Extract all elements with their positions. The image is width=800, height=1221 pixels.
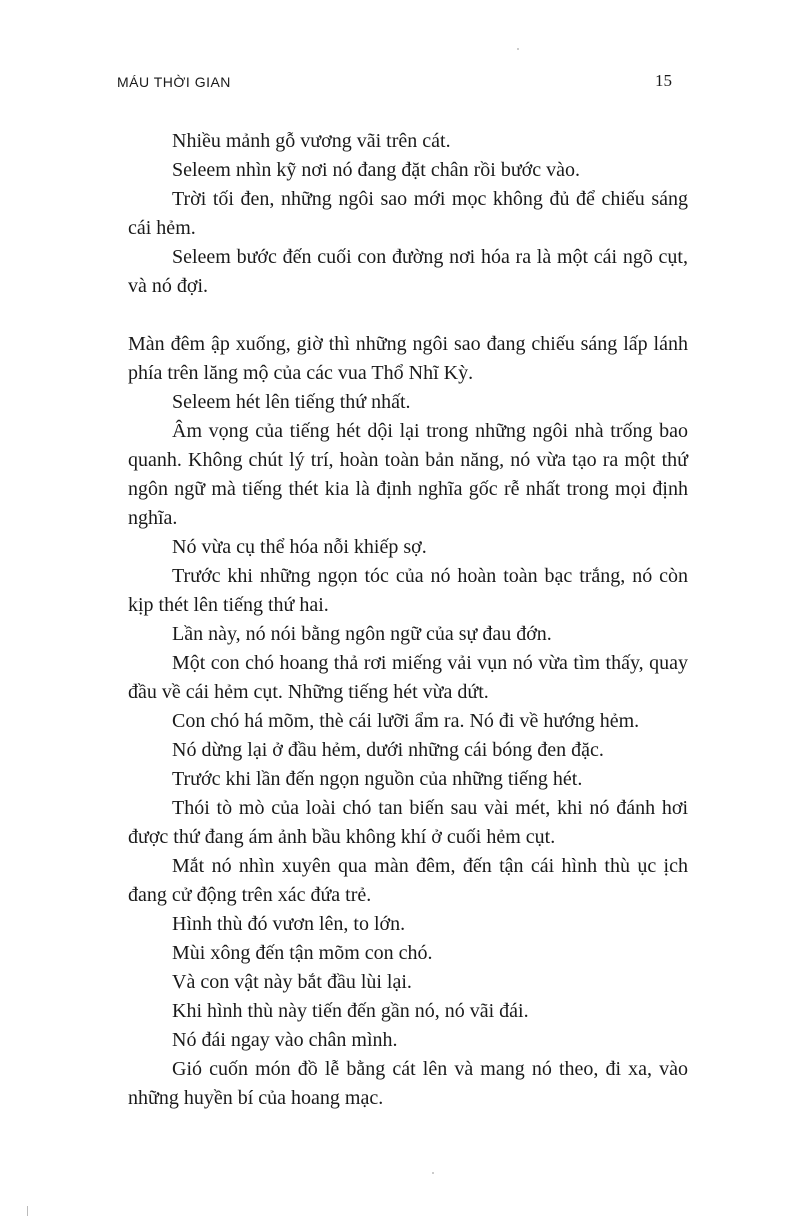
paragraph: Âm vọng của tiếng hét dội lại trong những ngôi nhà trống bao quanh. Không chút lý trí, hoàn toàn bản năng, nó vừa tạo ra một thứ ngôn ngữ mà tiếng thét kia là định nghĩa gốc rễ nhất trong mọi định nghĩa. — [128, 420, 688, 529]
paragraph: Thói tò mò của loài chó tan biến sau vài mét, khi nó đánh hơi được thứ đang ám ảnh bầu không khí ở cuối hẻm cụt. — [128, 797, 688, 848]
paragraph: Màn đêm ập xuống, giờ thì những ngôi sao đang chiếu sáng lấp lánh phía trên lăng mộ của các vua Thổ Nhĩ Kỳ. — [128, 333, 688, 384]
paragraph: Nó đái ngay vào chân mình. — [172, 1029, 398, 1051]
paragraph: Nó vừa cụ thể hóa nỗi khiếp sợ. — [172, 536, 427, 558]
paragraph: Seleem bước đến cuối con đường nơi hóa ra là một cái ngõ cụt, và nó đợi. — [128, 246, 688, 297]
paragraph: Trước khi lần đến ngọn nguồn của những tiếng hét. — [172, 768, 583, 790]
paragraph: Và con vật này bắt đầu lùi lại. — [172, 971, 412, 993]
paragraph: Khi hình thù này tiến đến gần nó, nó vãi đái. — [172, 1000, 529, 1022]
paragraph: Nó dừng lại ở đầu hẻm, dưới những cái bóng đen đặc. — [172, 739, 604, 761]
paragraph: Seleem hét lên tiếng thứ nhất. — [172, 391, 411, 413]
scan-artifact — [432, 1172, 434, 1174]
page-number: 15 — [655, 71, 672, 90]
section-break — [128, 301, 688, 330]
running-header-title: MÁU THỜI GIAN — [117, 74, 231, 90]
paragraph: Trước khi những ngọn tóc của nó hoàn toàn bạc trắng, nó còn kịp thét lên tiếng thứ hai. — [128, 565, 688, 616]
paragraph: Nhiều mảnh gỗ vương vãi trên cát. — [172, 130, 451, 152]
scan-artifact — [517, 48, 519, 50]
paragraph: Mùi xông đến tận mõm con chó. — [172, 942, 433, 964]
paragraph: Hình thù đó vươn lên, to lớn. — [172, 913, 406, 935]
paragraph: Trời tối đen, những ngôi sao mới mọc không đủ để chiếu sáng cái hẻm. — [128, 188, 688, 239]
scan-artifact — [27, 1206, 28, 1216]
paragraph: Con chó há mõm, thè cái lưỡi ẩm ra. Nó đi về hướng hẻm. — [172, 710, 640, 732]
paragraph: Gió cuốn món đồ lễ bằng cát lên và mang nó theo, đi xa, vào những huyền bí của hoang mạc. — [128, 1058, 688, 1109]
body-text — [128, 127, 688, 1113]
paragraph: Lần này, nó nói bằng ngôn ngữ của sự đau đớn. — [172, 623, 552, 645]
paragraph: Mắt nó nhìn xuyên qua màn đêm, đến tận cái hình thù ục ịch đang cử động trên xác đứa trẻ. — [128, 855, 688, 906]
paragraph: Seleem nhìn kỹ nơi nó đang đặt chân rồi bước vào. — [172, 159, 581, 181]
paragraph: Một con chó hoang thả rơi miếng vải vụn nó vừa tìm thấy, quay đầu về cái hẻm cụt. Những tiếng hét vừa dứt. — [128, 652, 688, 703]
